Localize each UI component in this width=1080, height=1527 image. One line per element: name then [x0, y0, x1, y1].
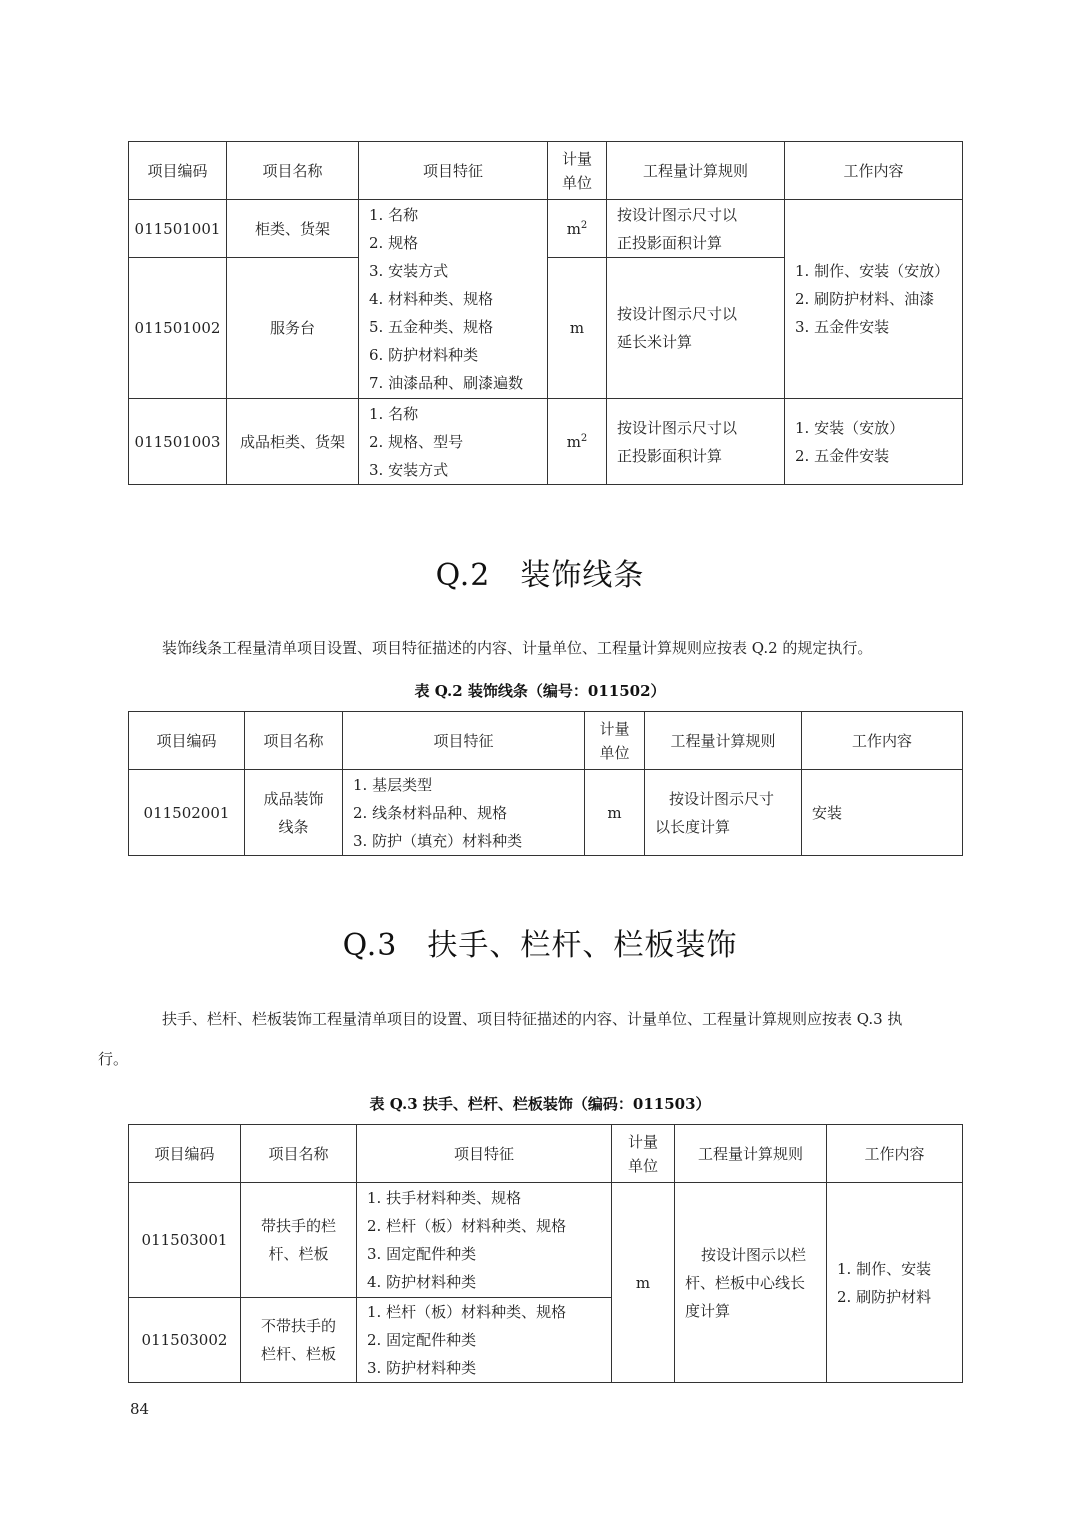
item-code: 011503001 — [129, 1183, 241, 1298]
item-rule: 按设计图示尺寸以 正投影面积计算 — [607, 399, 785, 485]
item-unit: $m^2$ — [548, 399, 607, 485]
header-features: 项目特征 — [357, 1125, 612, 1183]
table-header-row — [129, 712, 963, 770]
header-code: 项目编码 — [129, 142, 227, 200]
item-name: 不带扶手的 栏杆、栏板 — [241, 1298, 357, 1383]
item-features: 1. 扶手材料种类、规格 2. 栏杆（板）材料种类、规格 3. 固定配件种类 4. 防护材料种类 — [357, 1183, 612, 1298]
item-work: 1. 安装（安放） 2. 五金件安装 — [785, 399, 963, 485]
item-unit: m — [585, 770, 645, 856]
header-rule: 工程量计算规则 — [607, 142, 785, 200]
table-row — [129, 770, 963, 856]
item-unit: m — [612, 1183, 675, 1383]
table-row — [129, 1183, 963, 1298]
item-code: 011501002 — [129, 258, 227, 399]
header-code: 项目编码 — [129, 712, 245, 770]
item-work: 安装 — [802, 770, 963, 856]
item-features: 1. 基层类型 2. 线条材料品种、规格 3. 防护（填充）材料种类 — [343, 770, 585, 856]
table-header-row — [129, 142, 963, 200]
table-row — [129, 399, 963, 485]
header-work: 工作内容 — [802, 712, 963, 770]
item-rule: 按设计图示以栏 杆、栏板中心线长 度计算 — [675, 1183, 827, 1383]
table-row — [129, 200, 963, 258]
item-name: 成品装饰 线条 — [245, 770, 343, 856]
header-work: 工作内容 — [827, 1125, 963, 1183]
header-unit: 计量 单位 — [612, 1125, 675, 1183]
item-features: 1. 名称 2. 规格 3. 安装方式 4. 材料种类、规格 5. 五金种类、规格 6. 防护材料种类 7. 油漆品种、刷漆遍数 — [359, 200, 548, 399]
header-name: 项目名称 — [227, 142, 359, 200]
header-name: 项目名称 — [241, 1125, 357, 1183]
table-header-row — [129, 1125, 963, 1183]
item-rule: 按设计图示尺寸以 延长米计算 — [607, 258, 785, 399]
item-work: 1. 制作、安装 2. 刷防护材料 — [827, 1183, 963, 1383]
page-number: 84 — [130, 1400, 150, 1418]
header-features: 项目特征 — [359, 142, 548, 200]
item-unit: m — [548, 258, 607, 399]
item-features: 1. 栏杆（板）材料种类、规格 2. 固定配件种类 3. 防护材料种类 — [357, 1298, 612, 1383]
item-code: 011501001 — [129, 200, 227, 258]
table-caption-q3: 表 Q.3 扶手、栏杆、栏板装饰（编码：011503） — [369, 1095, 711, 1113]
item-features: 1. 名称 2. 规格、型号 3. 安装方式 — [359, 399, 548, 485]
item-code: 011502001 — [129, 770, 245, 856]
section-paragraph-q2: 装饰线条工程量清单项目设置、项目特征描述的内容、计量单位、工程量计算规则应按表 Q.2 的规定执行。 — [162, 639, 873, 657]
item-rule: 按设计图示尺寸以 正投影面积计算 — [607, 200, 785, 258]
item-name: 服务台 — [227, 258, 359, 399]
header-code: 项目编码 — [129, 1125, 241, 1183]
item-name: 带扶手的栏 杆、栏板 — [241, 1183, 357, 1298]
header-rule: 工程量计算规则 — [675, 1125, 827, 1183]
item-name: 成品柜类、货架 — [227, 399, 359, 485]
item-rule: 按设计图示尺寸 以长度计算 — [645, 770, 802, 856]
item-unit: $m^2$ — [548, 200, 607, 258]
item-code: 011501003 — [129, 399, 227, 485]
item-name: 柜类、货架 — [227, 200, 359, 258]
table-q1 — [128, 141, 963, 485]
header-name: 项目名称 — [245, 712, 343, 770]
item-work: 1. 制作、安装（安放） 2. 刷防护材料、油漆 3. 五金件安装 — [785, 200, 963, 399]
header-features: 项目特征 — [343, 712, 585, 770]
header-unit: 计量 单位 — [585, 712, 645, 770]
item-code: 011503002 — [129, 1298, 241, 1383]
table-caption-q2: 表 Q.2 装饰线条（编号：011502） — [414, 682, 666, 700]
header-work: 工作内容 — [785, 142, 963, 200]
header-rule: 工程量计算规则 — [645, 712, 802, 770]
section-heading-q2: Q.2 装饰线条 — [435, 558, 645, 593]
header-unit: 计量 单位 — [548, 142, 607, 200]
table-q2 — [128, 711, 963, 856]
section-heading-q3: Q.3 扶手、栏杆、栏板装饰 — [342, 928, 738, 963]
section-paragraph-q3: 扶手、栏杆、栏板装饰工程量清单项目的设置、项目特征描述的内容、计量单位、工程量计算规则应按表 Q.3 执 行。 — [98, 1010, 903, 1068]
table-q3 — [128, 1124, 963, 1383]
